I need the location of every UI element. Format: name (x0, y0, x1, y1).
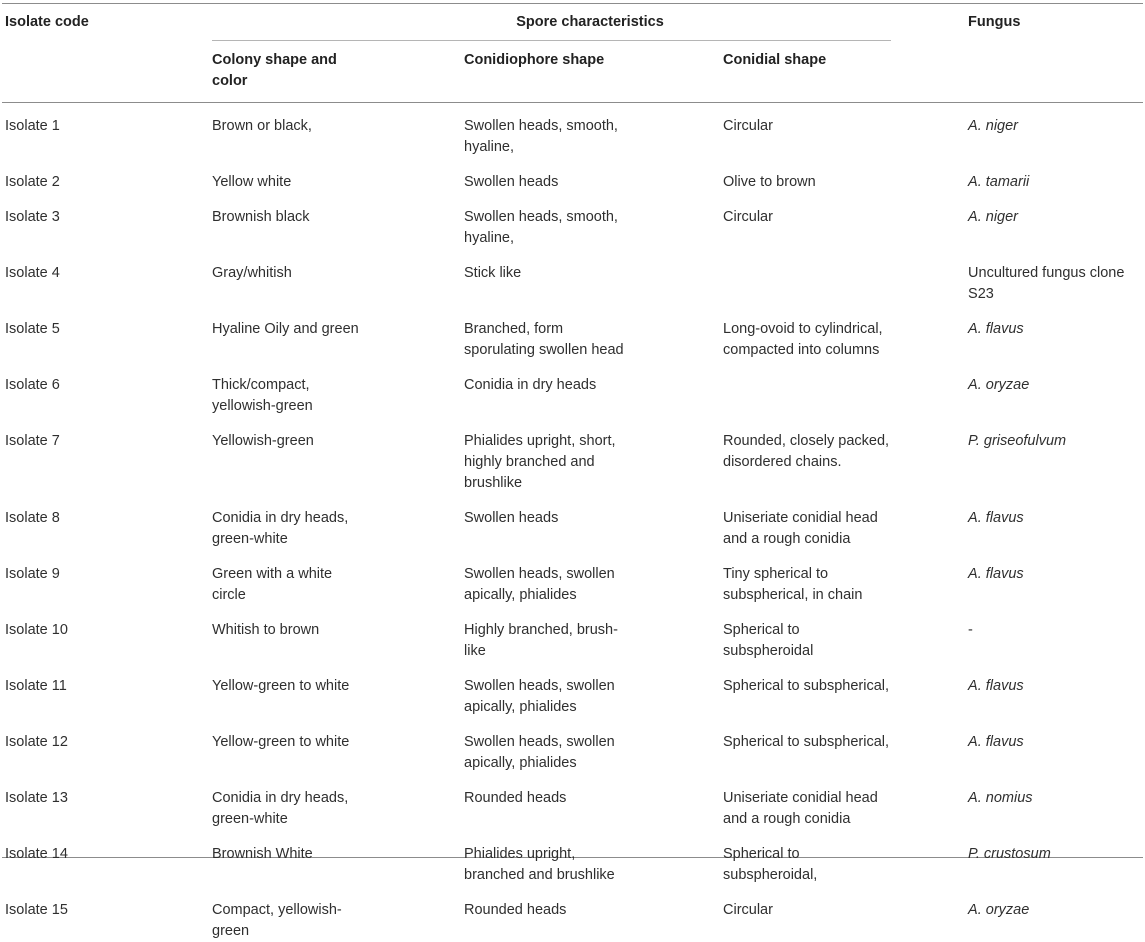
cell-fungus: A. flavus (968, 566, 1024, 582)
table-row (2, 886, 1143, 942)
table-row (2, 193, 1143, 249)
cell-fungus: A. flavus (968, 734, 1024, 750)
header-spore-characteristics: Spore characteristics (516, 14, 664, 30)
cell-conidial: Circular (723, 209, 773, 225)
cell-colony: Whitish to brown (212, 622, 320, 638)
cell-colony: Brown or black, (212, 118, 312, 134)
header-spacer-2 (968, 40, 1143, 102)
cell-conidial (723, 249, 968, 305)
table-row (2, 662, 1143, 718)
table-row (2, 494, 1143, 550)
cell-fungus: A. tamarii (968, 174, 1030, 190)
cell-conidiophore: Stick like (464, 265, 522, 281)
header-fungus: Fungus (968, 14, 1021, 30)
cell-fungus: A. flavus (968, 678, 1024, 694)
cell-colony: Hyaline Oily and green (212, 321, 359, 337)
header-spacer (2, 40, 212, 102)
cell-isolate-code: Isolate 7 (5, 433, 60, 449)
cell-isolate-code: Isolate 11 (5, 678, 67, 694)
header-colony: Colony shape and color (212, 52, 337, 89)
cell-isolate-code: Isolate 3 (5, 209, 60, 225)
cell-fungus: A. niger (968, 209, 1019, 225)
cell-fungus: P. griseofulvum (968, 433, 1067, 449)
cell-conidiophore: Highly branched, brush-like (464, 622, 618, 659)
cell-fungus: A. niger (968, 118, 1019, 134)
cell-fungus: A. oryzae (968, 377, 1030, 393)
cell-isolate-code: Isolate 6 (5, 377, 60, 393)
cell-fungus: Uncultured fungus clone S23 (968, 265, 1125, 302)
table-body (2, 102, 1143, 942)
cell-conidiophore: Swollen heads, swollen apically, phialides (464, 566, 615, 603)
cell-conidiophore: Rounded heads (464, 790, 567, 806)
cell-isolate-code: Isolate 9 (5, 566, 60, 582)
cell-conidiophore: Swollen heads, swollen apically, phialides (464, 734, 615, 771)
cell-isolate-code: Isolate 10 (5, 622, 68, 638)
cell-colony: Yellow white (212, 174, 292, 190)
cell-conidiophore: Branched, form sporulating swollen head (464, 321, 624, 358)
table-row (2, 417, 1143, 494)
cell-conidial: Circular (723, 118, 773, 134)
cell-conidial: Tiny spherical to subspherical, in chain (723, 566, 863, 603)
cell-conidial: Olive to brown (723, 174, 816, 190)
data-table (2, 0, 1143, 942)
cell-conidiophore: Phialides upright, short, highly branched and brushlike (464, 433, 616, 491)
header-conidial: Conidial shape (723, 52, 827, 68)
cell-isolate-code: Isolate 12 (5, 734, 68, 750)
cell-colony: Conidia in dry heads, green-white (212, 510, 349, 547)
cell-isolate-code: Isolate 4 (5, 265, 60, 281)
cell-fungus: A. nomius (968, 790, 1033, 806)
cell-conidiophore: Swollen heads, swollen apically, phialides (464, 678, 615, 715)
cell-conidiophore: Phialides upright, branched and brushlike (464, 846, 615, 883)
cell-fungus: P. crustosum (968, 846, 1051, 862)
cell-conidiophore: Swollen heads (464, 510, 559, 526)
cell-conidial: Spherical to subspherical, (723, 734, 890, 750)
cell-colony: Yellowish-green (212, 433, 314, 449)
cell-isolate-code: Isolate 8 (5, 510, 60, 526)
cell-conidial (723, 361, 968, 417)
cell-fungus: A. oryzae (968, 902, 1030, 918)
table-row (2, 249, 1143, 305)
cell-conidial: Spherical to subspherical, (723, 678, 890, 694)
cell-conidial: Uniseriate conidial head and a rough conidia (723, 790, 878, 827)
table-row (2, 158, 1143, 193)
cell-isolate-code: Isolate 2 (5, 174, 60, 190)
cell-colony: Brownish black (212, 209, 310, 225)
cell-colony: Yellow-green to white (212, 734, 350, 750)
cell-colony: Compact, yellowish-green (212, 902, 342, 939)
cell-fungus: - (968, 622, 973, 638)
cell-conidial: Spherical to subspheroidal (723, 622, 814, 659)
cell-colony: Thick/compact, yellowish-green (212, 377, 313, 414)
cell-conidial: Uniseriate conidial head and a rough conidia (723, 510, 878, 547)
cell-isolate-code: Isolate 13 (5, 790, 68, 806)
cell-conidial: Rounded, closely packed, disordered chains. (723, 433, 890, 470)
cell-colony: Gray/whitish (212, 265, 292, 281)
table-row (2, 102, 1143, 158)
table-row (2, 830, 1143, 886)
cell-colony: Conidia in dry heads, green-white (212, 790, 349, 827)
table-row (2, 361, 1143, 417)
cell-conidiophore: Swollen heads, smooth, hyaline, (464, 209, 618, 246)
cell-fungus: A. flavus (968, 510, 1024, 526)
header-conidiophore: Conidiophore shape (464, 52, 605, 68)
cell-isolate-code: Isolate 5 (5, 321, 60, 337)
cell-conidiophore: Swollen heads, smooth, hyaline, (464, 118, 618, 155)
cell-conidiophore: Swollen heads (464, 174, 559, 190)
table-row (2, 550, 1143, 606)
cell-isolate-code: Isolate 1 (5, 118, 60, 134)
header-isolate-code: Isolate code (5, 14, 89, 30)
cell-conidial: Circular (723, 902, 773, 918)
cell-conidiophore: Rounded heads (464, 902, 567, 918)
cell-colony: Yellow-green to white (212, 678, 350, 694)
cell-colony: Green with a white circle (212, 566, 333, 603)
table-row (2, 718, 1143, 774)
cell-colony: Brownish White (212, 846, 313, 862)
cell-isolate-code: Isolate 15 (5, 902, 68, 918)
table-row (2, 606, 1143, 662)
table-row (2, 774, 1143, 830)
table-row (2, 305, 1143, 361)
cell-isolate-code: Isolate 14 (5, 846, 68, 862)
cell-conidial: Spherical to subspheroidal, (723, 846, 818, 883)
cell-conidiophore: Conidia in dry heads (464, 377, 597, 393)
cell-conidial: Long-ovoid to cylindrical, compacted into columns (723, 321, 883, 358)
cell-fungus: A. flavus (968, 321, 1024, 337)
